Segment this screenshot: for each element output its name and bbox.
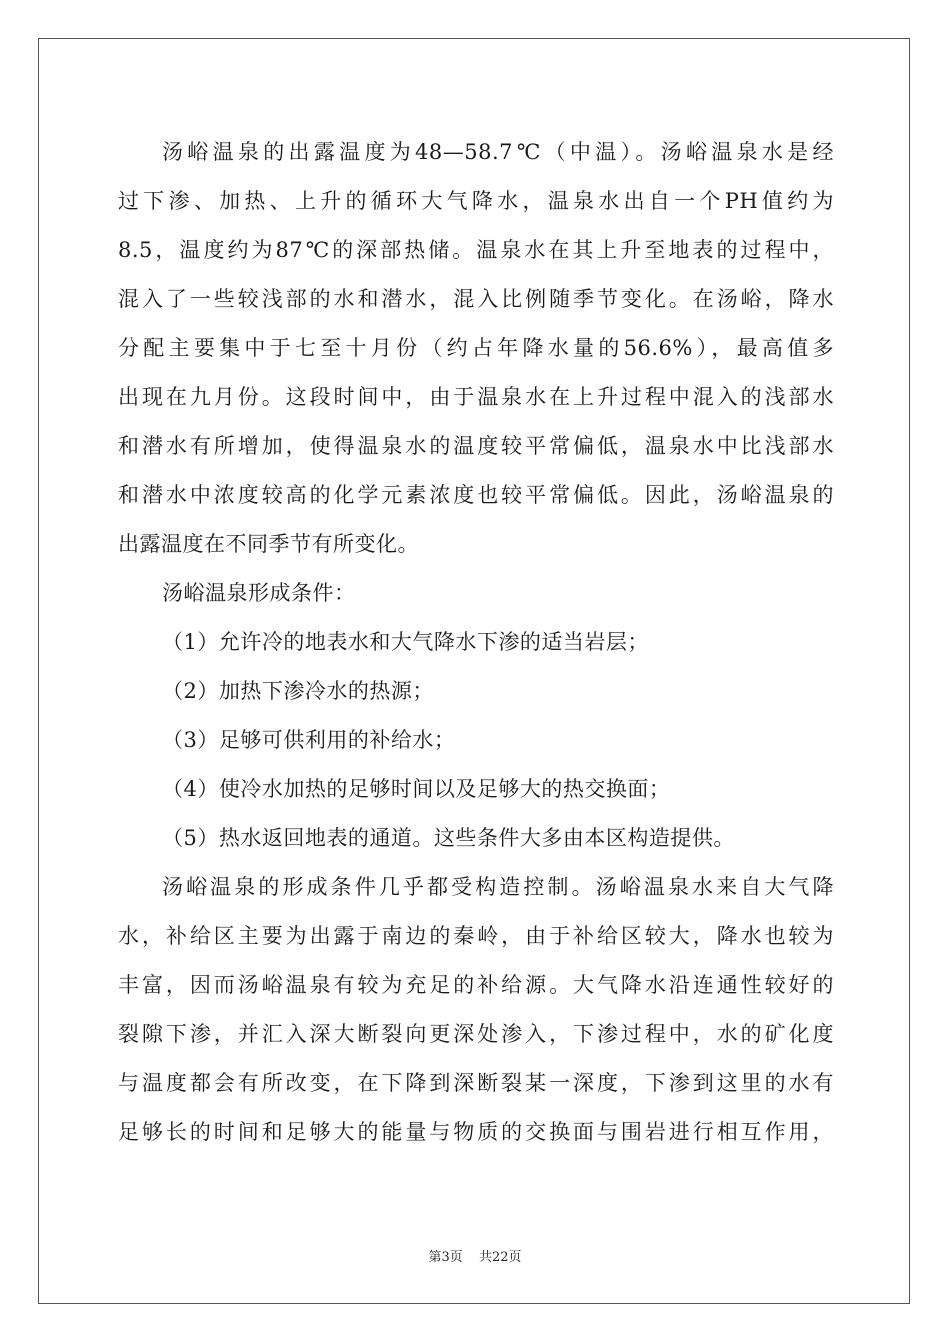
text-line: 裂隙下渗，并汇入深大断裂向更深处渗入，下渗过程中，水的矿化度 [118,1022,834,1046]
text-line: 水，补给区主要为出露于南边的秦岭，由于补给区较大，降水也较为 [118,924,834,948]
text-line: 与温度都会有所改变，在下降到深断裂某一深度，下渗到这里的水有 [118,1071,834,1095]
text-line: 汤峪温泉的出露温度为48—58.7℃（中温）。汤峪温泉水是经 [162,140,834,164]
text-line: 丰富，因而汤峪温泉有较为充足的补给源。大气降水沿连通性较好的 [118,973,834,997]
text-line: 混入了一些较浅部的水和潜水，混入比例随季节变化。在汤峪，降水 [118,287,834,311]
section-heading: 汤峪温泉形成条件： [162,581,356,605]
text-line: 和潜水有所增加，使得温泉水的温度较平常偏低，温泉水中比浅部水 [118,434,834,458]
list-item: （3）足够可供利用的补给水； [162,728,456,752]
text-line: 出露温度在不同季节有所变化。 [118,532,419,556]
list-item: （4）使冷水加热的足够时间以及足够大的热交换面； [162,777,671,801]
text-line: 和潜水中浓度较高的化学元素浓度也较平常偏低。因此，汤峪温泉的 [118,483,834,507]
text-line: 过下渗、加热、上升的循环大气降水，温泉水出自一个PH值约为 [118,189,834,213]
text-line: 8.5，温度约为87℃的深部热储。温泉水在其上升至地表的过程中， [118,238,834,262]
text-line: 分配主要集中于七至十月份（约占年降水量的56.6%），最高值多 [118,336,834,360]
text-line: 出现在九月份。这段时间中，由于温泉水在上升过程中混入的浅部水 [118,385,834,409]
list-item: （5）热水返回地表的通道。这些条件大多由本区构造提供。 [162,826,735,850]
text-line: 足够长的时间和足够大的能量与物质的交换面与围岩进行相互作用， [118,1120,834,1144]
list-item: （1）允许冷的地表水和大气降水下渗的适当岩层； [162,630,649,654]
text-line: 汤峪温泉的形成条件几乎都受构造控制。汤峪温泉水来自大气降 [162,875,834,899]
list-item: （2）加热下渗冷水的热源； [162,679,434,703]
document-body [118,128,834,1157]
page-footer [0,1246,950,1265]
page-number: 第3页 [428,1250,463,1265]
page-total: 共22页 [478,1250,522,1265]
